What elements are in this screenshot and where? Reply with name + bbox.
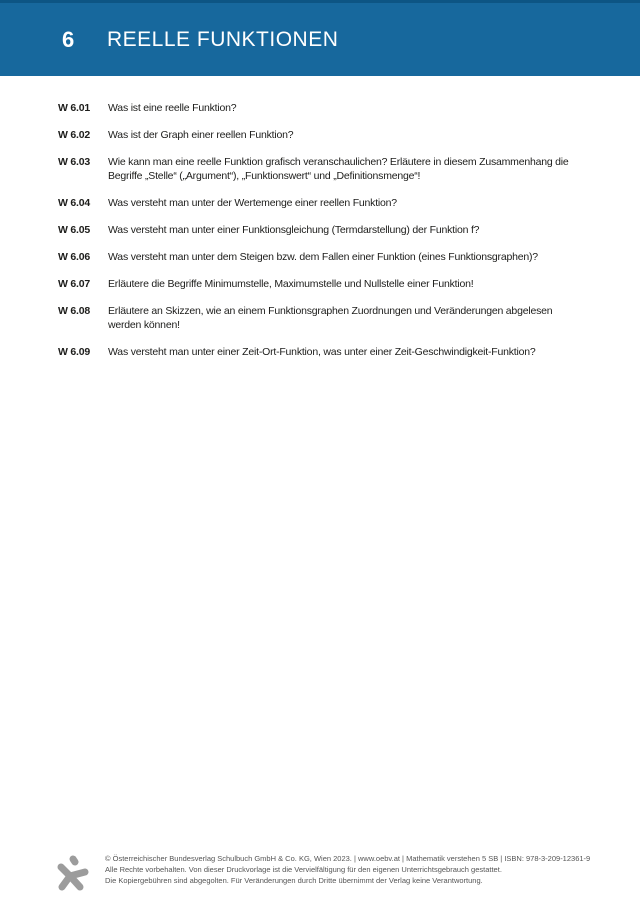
- question-text: Was versteht man unter dem Steigen bzw. dem Fallen einer Funktion (eines Funktionsgraphen)?: [108, 251, 538, 263]
- page-footer: [56, 851, 590, 893]
- question-id: W 6.05: [58, 224, 91, 236]
- question-row: [58, 101, 610, 115]
- question-id: W 6.04: [58, 197, 91, 209]
- question-text: Wie kann man eine reelle Funktion grafisch veranschaulichen? Erläutere in diesem Zusammenhang die Begriffe „Stelle“ („Argument“), „Funktionswert“ und „Definitionsmenge“!: [108, 156, 569, 182]
- question-row: [58, 250, 610, 264]
- imprint-line: © Österreichischer Bundesverlag Schulbuch GmbH & Co. KG, Wien 2023. | www.oebv.at | Mathematik verstehen 5 SB | ISBN: 978-3-209-12361-9: [105, 854, 591, 863]
- question-id: W 6.07: [58, 278, 91, 290]
- question-row: [58, 155, 610, 183]
- question-id: W 6.09: [58, 346, 91, 358]
- question-text: Erläutere die Begriffe Minimumstelle, Maximumstelle und Nullstelle einer Funktion!: [108, 278, 474, 290]
- chapter-header: [0, 0, 640, 76]
- question-id: W 6.03: [58, 156, 91, 168]
- question-text: Was versteht man unter einer Zeit-Ort-Funktion, was unter einer Zeit-Geschwindigkeit-Funktion?: [108, 346, 536, 358]
- question-id: W 6.02: [58, 129, 91, 141]
- question-text: Was ist der Graph einer reellen Funktion?: [108, 129, 294, 141]
- question-text: Erläutere an Skizzen, wie an einem Funktionsgraphen Zuordnungen und Veränderungen abgelesen werden können!: [108, 305, 553, 331]
- imprint-text: [105, 851, 590, 886]
- question-id: W 6.08: [58, 305, 91, 317]
- question-row: [58, 128, 610, 142]
- question-row: [58, 345, 610, 359]
- question-row: [58, 304, 610, 332]
- oebv-asterisk-logo: [56, 853, 90, 893]
- question-id: W 6.01: [58, 102, 91, 114]
- chapter-title: REELLE FUNKTIONEN: [107, 27, 339, 51]
- question-list: [58, 101, 610, 372]
- imprint-line: Die Kopiergebühren sind abgegolten. Für Veränderungen durch Dritte übernimmt der Verlag keine Verantwortung.: [105, 876, 483, 885]
- question-row: [58, 196, 610, 210]
- question-id: W 6.06: [58, 251, 91, 263]
- question-text: Was ist eine reelle Funktion?: [108, 102, 237, 114]
- imprint-line: Alle Rechte vorbehalten. Von dieser Druckvorlage ist die Vervielfältigung für den eigenen Unterrichtsgebrauch gestattet.: [105, 865, 502, 874]
- question-row: [58, 277, 610, 291]
- question-row: [58, 223, 610, 237]
- question-text: Was versteht man unter einer Funktionsgleichung (Termdarstellung) der Funktion f?: [108, 224, 480, 236]
- chapter-number: 6: [62, 26, 75, 52]
- question-text: Was versteht man unter der Wertemenge einer reellen Funktion?: [108, 197, 397, 209]
